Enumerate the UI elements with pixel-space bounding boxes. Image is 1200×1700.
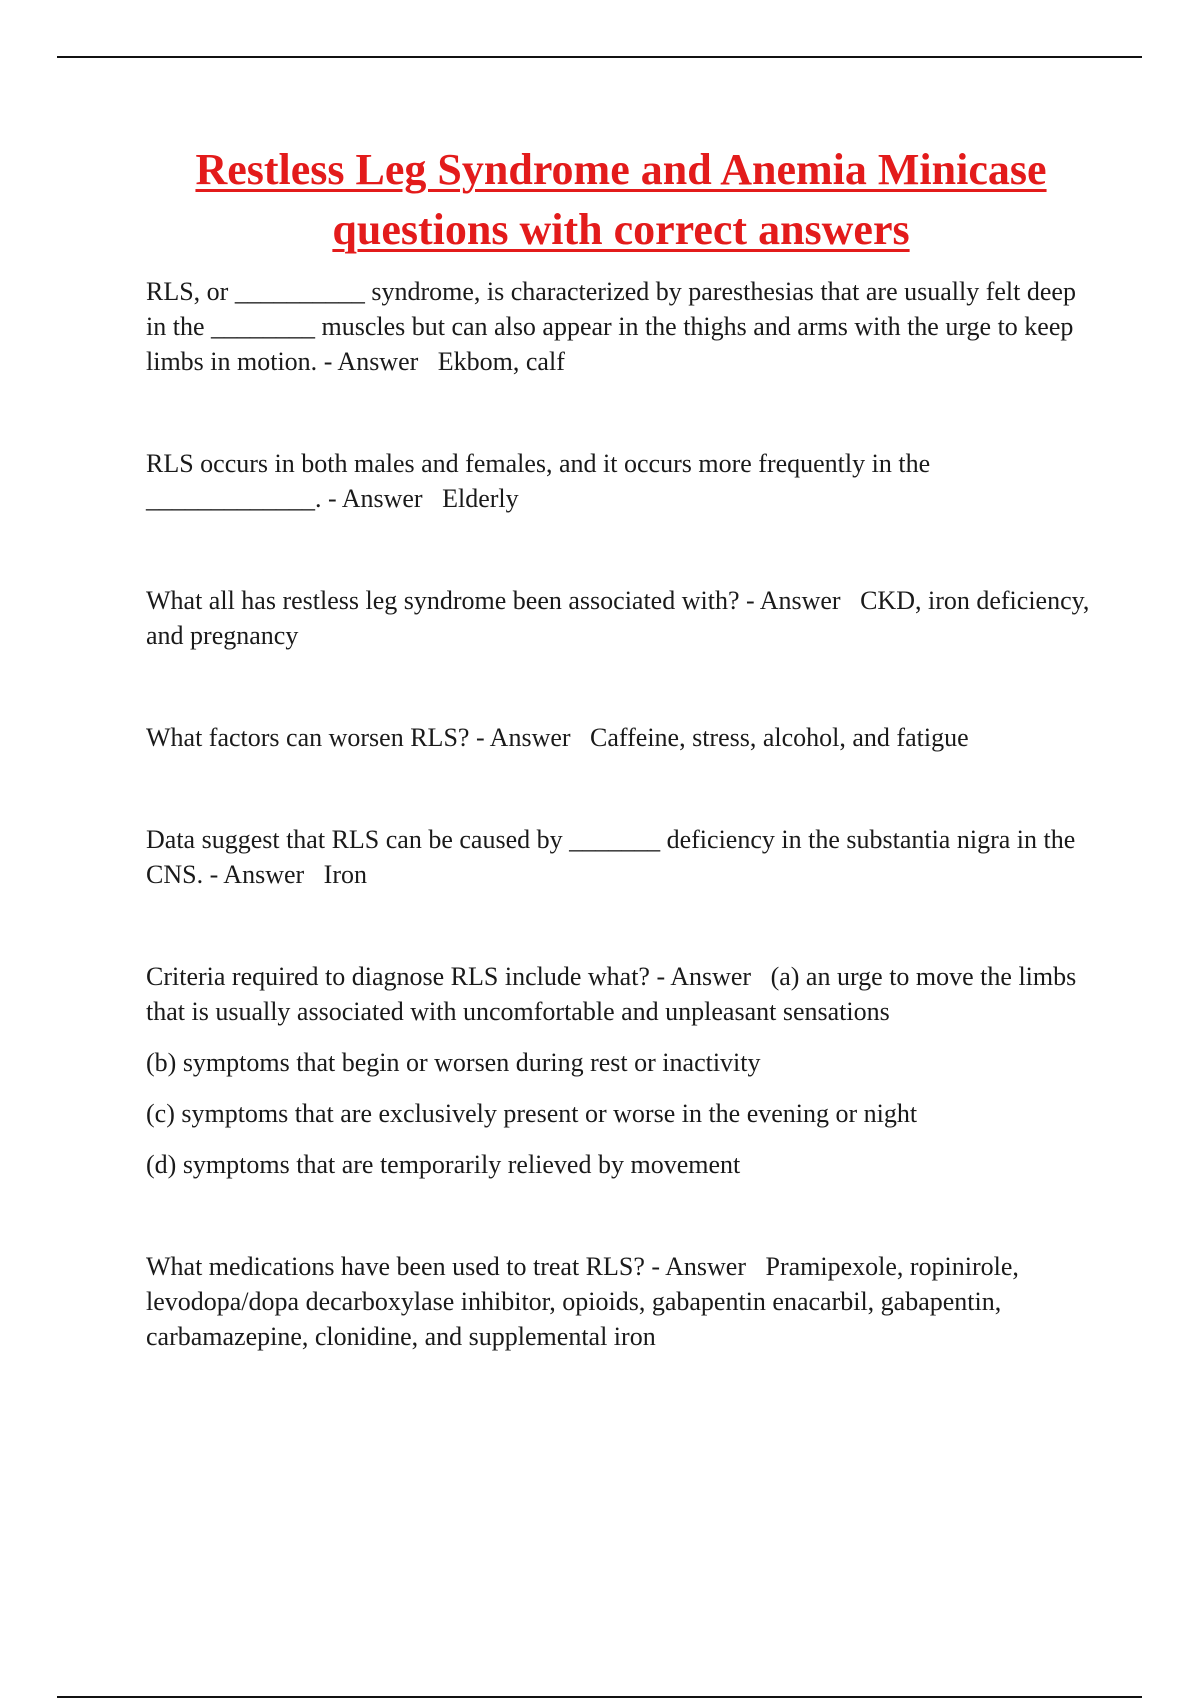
answer-text: Ekbom, calf — [437, 347, 565, 376]
answer-label: - Answer — [328, 484, 423, 513]
qa-item — [146, 446, 1096, 516]
answer-label: - Answer — [651, 1252, 746, 1281]
answer-text: CKD, iron deficiency, and pregnancy — [146, 586, 1090, 650]
question-text: What medications have been used to treat RLS? — [146, 1252, 645, 1281]
answer-text: (a) an urge to move the limbs that is usually associated with uncomfortable and unpleasant sensations — [146, 962, 1077, 1026]
criteria-line: (d) symptoms that are temporarily relieved by movement — [146, 1150, 741, 1179]
answer-text: Caffeine, stress, alcohol, and fatigue — [590, 723, 969, 752]
top-rule — [57, 56, 1142, 58]
bottom-rule — [57, 1696, 1142, 1698]
answer-label: - Answer — [475, 723, 571, 752]
answer-text: Iron — [323, 860, 367, 889]
question-text: Data suggest that RLS can be caused by _______ deficiency in the substantia nigra in the CNS. — [146, 825, 1076, 889]
question-text: What all has restless leg syndrome been associated with? — [146, 586, 740, 615]
answer-text: Elderly — [442, 484, 519, 513]
question-text: RLS occurs in both males and females, and it occurs more frequently in the _____________. — [146, 449, 931, 513]
answer-label: - Answer — [323, 347, 419, 376]
answer-label: - Answer — [209, 860, 305, 889]
criteria-line: (c) symptoms that are exclusively present or worse in the evening or night — [146, 1099, 918, 1128]
question-text: Criteria required to diagnose RLS include what? — [146, 962, 650, 991]
answer-label: - Answer — [656, 962, 752, 991]
qa-item — [146, 959, 1096, 1182]
qa-item — [146, 274, 1096, 379]
qa-item — [146, 583, 1096, 653]
answer-label: - Answer — [745, 586, 841, 615]
qa-list — [146, 274, 1096, 1354]
document-title: Restless Leg Syndrome and Anemia Minicase questions with correct answers — [195, 145, 1047, 254]
question-text: RLS, or __________ syndrome, is characterized by paresthesias that are usually felt deep in the ________ muscles but can also appear in the thighs and arms with the urge to keep limbs in motion. — [146, 277, 1076, 376]
criteria-line: (b) symptoms that begin or worsen during rest or inactivity — [146, 1048, 761, 1077]
document-body — [146, 140, 1096, 1421]
qa-item — [146, 1249, 1096, 1354]
qa-item — [146, 822, 1096, 892]
answer-text: Pramipexole, ropinirole, levodopa/dopa decarboxylase inhibitor, opioids, gabapentin enacarbil, gabapentin, carbamazepine, clonidine, and supplemental iron — [146, 1252, 1019, 1351]
question-text: What factors can worsen RLS? — [146, 723, 470, 752]
qa-item — [146, 720, 1096, 755]
